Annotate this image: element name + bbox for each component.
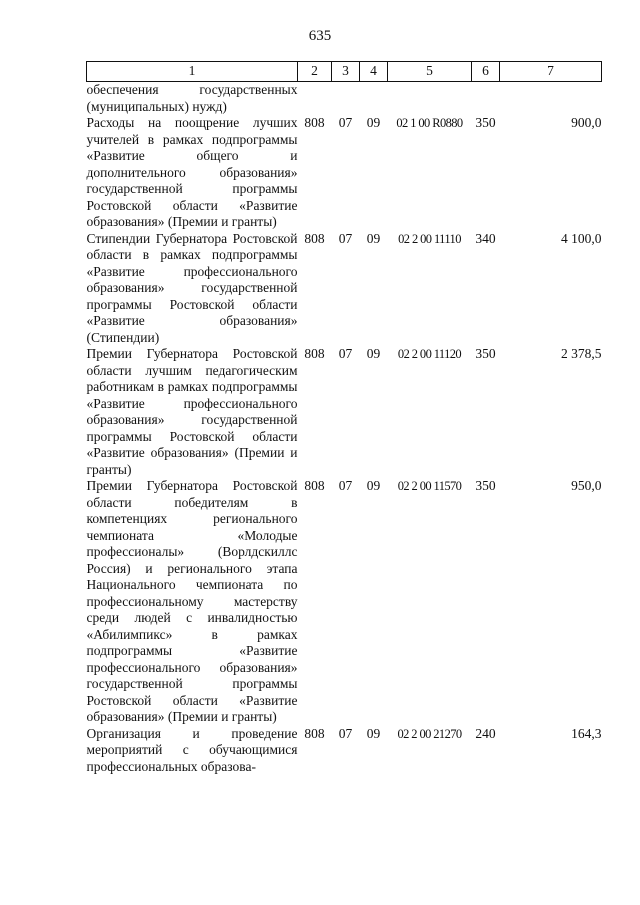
row-subsection-code: 09 bbox=[366, 346, 381, 361]
table-row bbox=[87, 115, 602, 231]
header-row bbox=[87, 62, 602, 82]
row-target-article: 02 2 00 21270 bbox=[397, 726, 462, 741]
row-expense-type: 350 bbox=[475, 115, 496, 130]
budget-table bbox=[86, 61, 602, 775]
row-subsection-code: 09 bbox=[366, 725, 381, 741]
row-ministry-code: 808 bbox=[304, 115, 325, 130]
row-target-article: 02 2 00 11120 bbox=[397, 347, 462, 361]
continuation-row bbox=[87, 82, 602, 116]
row-description: Организация и проведение мероприятий с обучающимися профессиональных образова- bbox=[86, 725, 298, 774]
row-amount: 164,3 bbox=[571, 725, 602, 741]
row-section-code: 07 bbox=[338, 346, 353, 361]
row-expense-type: 350 bbox=[475, 346, 496, 361]
row-section-code: 07 bbox=[338, 478, 353, 493]
header-col-3: 3 bbox=[332, 62, 360, 82]
header-col-4: 4 bbox=[360, 62, 388, 82]
row-target-article: 02 1 00 R0880 bbox=[396, 116, 463, 130]
table-row bbox=[87, 346, 602, 478]
table-row bbox=[87, 726, 602, 776]
row-section-code: 07 bbox=[338, 115, 353, 130]
table-row bbox=[87, 478, 602, 726]
row-ministry-code: 808 bbox=[304, 230, 325, 246]
continuation-text: обеспечения государственных (муниципальных) нужд) bbox=[86, 82, 298, 114]
row-subsection-code: 09 bbox=[366, 115, 381, 130]
row-amount: 950,0 bbox=[571, 478, 602, 493]
row-description: Премии Губернатора Ростовской области победителям в компетенциях регионального чемпионата «Молодые профессионалы» (Ворлдскиллс Россия) и регионального этапа Национального чемпионата по профессиональному мастерству среди людей с инвалидностью «Абилимпикс» в рамках подпрограммы «Развитие профессионального образования» государственной программы Ростовской области «Развитие образования» (Премии и гранты) bbox=[86, 478, 298, 724]
row-amount: 2 378,5 bbox=[561, 346, 602, 361]
row-section-code: 07 bbox=[338, 725, 353, 741]
row-subsection-code: 09 bbox=[366, 230, 381, 246]
row-description: Расходы на поощрение лучших учителей в рамках подпрограммы «Развитие общего и дополнительного образования» государственной программы Ростовской области «Развитие образования» (Премии и гранты) bbox=[86, 115, 298, 229]
row-ministry-code: 808 bbox=[304, 725, 325, 741]
row-amount: 900,0 bbox=[571, 115, 602, 130]
row-target-article: 02 2 00 11570 bbox=[397, 479, 462, 493]
header-col-7: 7 bbox=[500, 62, 602, 82]
header-col-6: 6 bbox=[472, 62, 500, 82]
row-subsection-code: 09 bbox=[366, 478, 381, 493]
row-amount: 4 100,0 bbox=[561, 230, 602, 246]
row-expense-type: 340 bbox=[475, 230, 496, 246]
row-section-code: 07 bbox=[338, 230, 353, 246]
row-description: Премии Губернатора Ростовской области лучшим педагогическим работникам в рамках подпрограммы «Развитие профессионального образования» государственной программы Ростовской области «Развитие образования» (Премии и гранты) bbox=[86, 346, 298, 477]
row-description: Стипендии Губернатора Ростовской области в рамках подпрограммы «Развитие профессионального образования» государственной программы Ростовской области «Развитие образования» (Стипендии) bbox=[86, 230, 298, 345]
row-ministry-code: 808 bbox=[304, 346, 325, 361]
row-expense-type: 240 bbox=[475, 725, 496, 741]
header-col-1: 1 bbox=[87, 62, 298, 82]
table-row bbox=[87, 231, 602, 347]
row-expense-type: 350 bbox=[475, 478, 496, 493]
page-number: 635 bbox=[308, 28, 332, 44]
row-ministry-code: 808 bbox=[304, 478, 325, 493]
header-col-5: 5 bbox=[388, 62, 472, 82]
row-target-article: 02 2 00 11110 bbox=[398, 231, 461, 246]
header-col-2: 2 bbox=[298, 62, 332, 82]
